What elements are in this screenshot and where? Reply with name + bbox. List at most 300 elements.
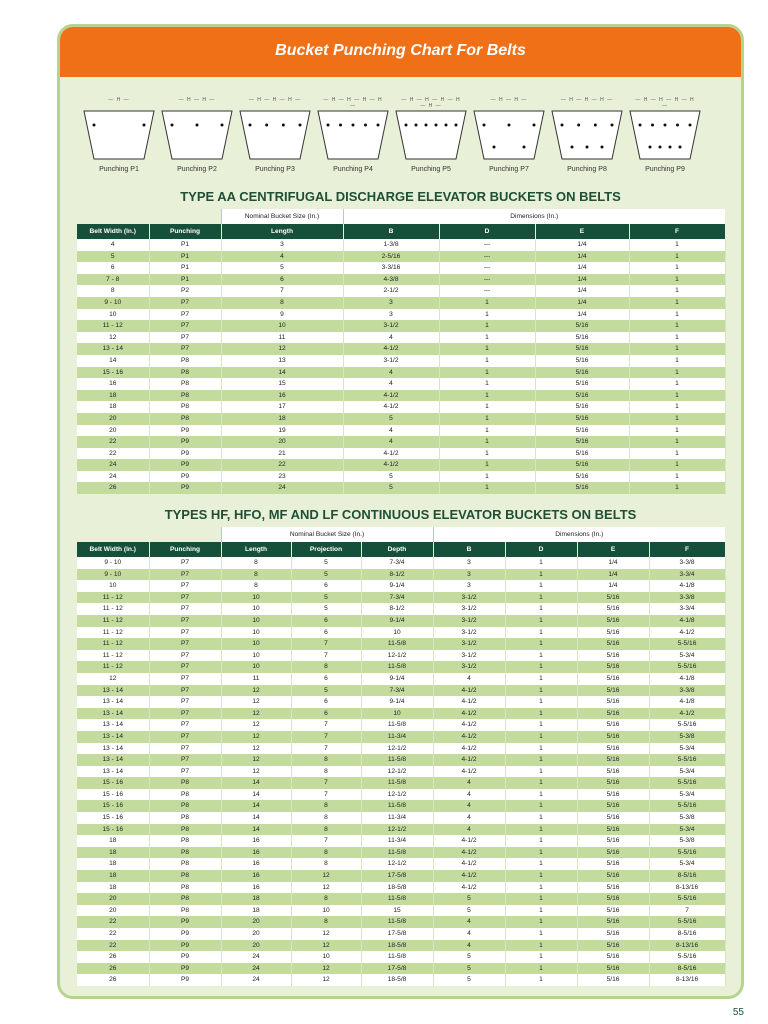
table-cell: 1 [629, 297, 725, 309]
table-cell: 5-5/16 [649, 777, 725, 789]
table-cell: 7-3/4 [361, 685, 433, 697]
table-cell: 5-5/16 [649, 916, 725, 928]
table-row [77, 754, 725, 766]
table-cell: 16 [221, 847, 291, 859]
table-cell: P8 [149, 390, 221, 402]
punching-diagram [314, 87, 392, 202]
table-cell: 10 [361, 708, 433, 720]
table-cell: 16 [221, 882, 291, 894]
table-cell: 5/16 [577, 951, 649, 963]
table-cell: 1 [629, 378, 725, 390]
table-cell: 10 [221, 650, 291, 662]
bolt-hole [93, 124, 96, 127]
table-cell: 11-5/8 [361, 719, 433, 731]
table-cell: 14 [221, 824, 291, 836]
dimension-marks: — H — H — H — H — [635, 97, 695, 109]
punching-label: Punching P5 [411, 166, 451, 173]
table-cell: 5/16 [535, 332, 629, 344]
table-cell: 4-1/2 [433, 731, 505, 743]
table-cell: 9 - 10 [77, 557, 149, 569]
table-cell: 18-5/8 [361, 974, 433, 986]
table-cell: P7 [149, 332, 221, 344]
table-cell: 4 [433, 928, 505, 940]
table-cell: 17-5/8 [361, 870, 433, 882]
table-cell: 11-5/8 [361, 916, 433, 928]
table-cell: 5 [433, 974, 505, 986]
table-row [77, 974, 725, 986]
table-cell: P9 [149, 459, 221, 471]
table-cell: 1 [629, 459, 725, 471]
table-row [77, 459, 725, 471]
table-cell: 3 [433, 557, 505, 569]
table-cell: 8 [77, 285, 149, 297]
column-header: F [629, 224, 725, 239]
table-cell: 12 [291, 974, 361, 986]
header-bar [60, 27, 741, 77]
table-cell: P8 [149, 824, 221, 836]
table-cell: 11-3/4 [361, 731, 433, 743]
table-row [77, 569, 725, 581]
punching-label: Punching P3 [255, 166, 295, 173]
table-cell: 20 [77, 413, 149, 425]
table-row [77, 893, 725, 905]
table-cell: 4 [433, 916, 505, 928]
table-cell: 5/16 [577, 696, 649, 708]
table-cell: 4-1/2 [343, 390, 439, 402]
table-cell: 22 [77, 448, 149, 460]
table-cell: 1 [439, 459, 535, 471]
table-cell: 11-3/4 [361, 835, 433, 847]
table-cell: 5/16 [577, 708, 649, 720]
dimension-marks: — H — H — [178, 97, 216, 103]
bolt-hole [405, 124, 408, 127]
table-cell: P7 [149, 297, 221, 309]
table-cell: P8 [149, 905, 221, 917]
table-row [77, 824, 725, 836]
column-header: Length [221, 224, 343, 239]
table-cell: 18 [77, 870, 149, 882]
table-cell: 18 [221, 905, 291, 917]
table-row [77, 650, 725, 662]
table-cell: 11-3/4 [361, 812, 433, 824]
table-cell: 1 [629, 413, 725, 425]
table-cell: P9 [149, 425, 221, 437]
table-cell: 8 [291, 824, 361, 836]
table-cell: --- [439, 251, 535, 263]
table-cell: 11 - 12 [77, 603, 149, 615]
table-row [77, 708, 725, 720]
table-cell: 9 [221, 309, 343, 321]
table-cell: 10 [361, 627, 433, 639]
table-cell: P9 [149, 951, 221, 963]
table-cell: 11 - 12 [77, 592, 149, 604]
table-cell: 4 [433, 777, 505, 789]
bolt-hole [649, 146, 652, 149]
table-cell: 1/4 [577, 569, 649, 581]
table-cell: 10 [221, 592, 291, 604]
table-cell: 1 [629, 401, 725, 413]
table-cell: 21 [221, 448, 343, 460]
table-cell: 8-5/16 [649, 870, 725, 882]
table-row [77, 731, 725, 743]
table-cell: 4-1/8 [649, 580, 725, 592]
table-cell: 8 [221, 297, 343, 309]
bucket-shape-icon [626, 109, 704, 164]
table-cell: 20 [221, 928, 291, 940]
table-cell: 1 [505, 661, 577, 673]
table-cell: 4 [433, 800, 505, 812]
table-cell: 4-1/2 [433, 719, 505, 731]
table-cell: P7 [149, 650, 221, 662]
table-row [77, 812, 725, 824]
table-row [77, 800, 725, 812]
table-cell: 9 - 10 [77, 297, 149, 309]
table-cell: 12 [291, 928, 361, 940]
table-cell: 5-3/4 [649, 789, 725, 801]
table-cell: P8 [149, 870, 221, 882]
chart-panel [57, 24, 744, 999]
table-cell: 5-5/16 [649, 800, 725, 812]
table-cell: 5 [291, 603, 361, 615]
table-cell: 3-1/2 [433, 603, 505, 615]
table-cell: 5 [221, 262, 343, 274]
table-row [77, 777, 725, 789]
table-cell: 11-5/8 [361, 638, 433, 650]
table-cell: 12 [221, 719, 291, 731]
table-cell: 3-3/4 [649, 603, 725, 615]
table-cell: P9 [149, 916, 221, 928]
table2-title: TYPES HF, HFO, MF AND LF CONTINUOUS ELEVATOR BUCKETS ON BELTS [164, 507, 637, 522]
dimension-marks: — H — H — H — H — H — [401, 97, 461, 109]
table-cell: 5/16 [577, 812, 649, 824]
table-cell: 11-5/8 [361, 800, 433, 812]
table-cell: 12-1/2 [361, 650, 433, 662]
table-cell: 5-3/4 [649, 858, 725, 870]
column-header: D [505, 542, 577, 557]
table-cell: 7 [291, 638, 361, 650]
bolt-hole [196, 124, 199, 127]
table-cell: 1 [439, 413, 535, 425]
table-cell: 5-5/16 [649, 661, 725, 673]
table-cell: 3 [343, 297, 439, 309]
bolt-hole [483, 124, 486, 127]
table-cell: P7 [149, 603, 221, 615]
table-cell: 15 - 16 [77, 824, 149, 836]
table-cell: 1 [505, 963, 577, 975]
table-cell: P7 [149, 309, 221, 321]
table-cell: 3-1/2 [433, 638, 505, 650]
punching-label: Punching P2 [177, 166, 217, 173]
table-cell: 5 [291, 557, 361, 569]
table-cell: 7 [291, 650, 361, 662]
table-cell: P7 [149, 615, 221, 627]
dimension-marks: — H — H — [490, 97, 528, 103]
table-cell: 7 [291, 743, 361, 755]
table-cell: P1 [149, 274, 221, 286]
table-cell: 8 [221, 569, 291, 581]
table-row [77, 858, 725, 870]
table-cell: 5-3/4 [649, 766, 725, 778]
table-cell: 20 [221, 436, 343, 448]
table-cell: P7 [149, 557, 221, 569]
dimension-marks: — H — [108, 97, 130, 103]
table-cell: 1 [439, 401, 535, 413]
bolt-hole [221, 124, 224, 127]
table-cell: 1 [629, 251, 725, 263]
bolt-hole [611, 124, 614, 127]
table-cell: P7 [149, 627, 221, 639]
table-cell: P1 [149, 251, 221, 263]
column-header: Length [221, 542, 291, 557]
table-cell: 7 [291, 835, 361, 847]
table-cell: P8 [149, 858, 221, 870]
table-cell: 5/16 [577, 824, 649, 836]
table-row [77, 355, 725, 367]
table-cell: 13 - 14 [77, 343, 149, 355]
bucket-shape-icon [80, 109, 158, 164]
table-cell: 26 [77, 963, 149, 975]
table-cell: 18 [77, 835, 149, 847]
table-row [77, 835, 725, 847]
dimensions-group-header: Dimensions (In.) [343, 209, 725, 224]
column-header: Belt Width (In.) [77, 224, 149, 239]
table-cell: 1 [629, 482, 725, 494]
table-row [77, 685, 725, 697]
table-cell: 12 [77, 332, 149, 344]
table-cell: 15 - 16 [77, 777, 149, 789]
table-cell: 6 [291, 673, 361, 685]
table-cell: 4-1/8 [649, 673, 725, 685]
table-cell: 5 [343, 413, 439, 425]
table-cell: 2-1/2 [343, 285, 439, 297]
table-cell: 5/16 [577, 685, 649, 697]
table-cell: 5 [291, 592, 361, 604]
table-cell: 12 [221, 708, 291, 720]
punching-diagram [470, 87, 548, 202]
table-cell: 1 [629, 343, 725, 355]
table-cell: 11 - 12 [77, 615, 149, 627]
table-cell: 12 [221, 743, 291, 755]
table-cell: 7 [649, 905, 725, 917]
table-cell: 5 [77, 251, 149, 263]
table-cell: 10 [77, 580, 149, 592]
table-cell: 5/16 [577, 731, 649, 743]
bolt-hole [659, 146, 662, 149]
table-cell: 5/16 [535, 367, 629, 379]
punching-diagrams [80, 87, 730, 202]
table-row [77, 847, 725, 859]
table-cell: P7 [149, 743, 221, 755]
table-cell: 6 [221, 274, 343, 286]
bolt-hole [415, 124, 418, 127]
table-cell: P7 [149, 719, 221, 731]
table-cell: 5/16 [577, 766, 649, 778]
table-cell: 1 [629, 262, 725, 274]
table-cell: 1 [505, 940, 577, 952]
table-cell: 3-3/16 [343, 262, 439, 274]
table-cell: 1 [439, 390, 535, 402]
table-cell: 1 [439, 297, 535, 309]
table-cell: 1 [629, 285, 725, 297]
table-cell: 12-1/2 [361, 824, 433, 836]
table-cell: 8 [291, 893, 361, 905]
table-cell: 1/4 [535, 251, 629, 263]
table-cell: 5/16 [577, 940, 649, 952]
table-cell: 20 [77, 893, 149, 905]
table-cell: 5/16 [577, 800, 649, 812]
table-cell: 6 [77, 262, 149, 274]
column-header: B [433, 542, 505, 557]
table-cell: 8-13/16 [649, 882, 725, 894]
table-cell: 1 [505, 743, 577, 755]
table-cell: 18 [77, 882, 149, 894]
bolt-hole [679, 146, 682, 149]
table-cell: 1 [505, 789, 577, 801]
table-cell: 8-1/2 [361, 569, 433, 581]
table-cell: 12 [291, 940, 361, 952]
table-cell: 12-1/2 [361, 766, 433, 778]
bolt-hole [171, 124, 174, 127]
table-cell: 8-13/16 [649, 940, 725, 952]
bucket-shape-icon [392, 109, 470, 164]
table-cell: 1 [629, 390, 725, 402]
table-cell: 16 [77, 378, 149, 390]
table-cell: 14 [221, 367, 343, 379]
table-cell: 14 [221, 800, 291, 812]
table-cell: 5-3/8 [649, 812, 725, 824]
table-cell: 5 [433, 951, 505, 963]
table-cell: 5-5/16 [649, 754, 725, 766]
table-cell: P8 [149, 893, 221, 905]
table-cell: 18 [221, 893, 291, 905]
dimension-marks: — H — H — H — H — [323, 97, 383, 109]
table-cell: 5-3/4 [649, 743, 725, 755]
table-cell: 1 [505, 708, 577, 720]
table-cell: 5/16 [577, 627, 649, 639]
bolt-hole [669, 146, 672, 149]
bolt-hole [327, 124, 330, 127]
table-cell: 1/4 [577, 580, 649, 592]
table-row [77, 471, 725, 483]
table-cell: 4-1/2 [433, 708, 505, 720]
table-cell: 9-1/4 [361, 696, 433, 708]
table-cell: P9 [149, 940, 221, 952]
table-cell: 19 [221, 425, 343, 437]
table-cell: 5 [291, 685, 361, 697]
table-cell: P9 [149, 928, 221, 940]
table-cell: 1 [505, 754, 577, 766]
table-cell: 5-5/16 [649, 951, 725, 963]
table-cell: 11-5/8 [361, 777, 433, 789]
table-cell: 18 [221, 413, 343, 425]
table-cell: 1 [439, 367, 535, 379]
table-cell: 22 [77, 940, 149, 952]
table-cell: 18 [77, 401, 149, 413]
table-row [77, 367, 725, 379]
punching-diagram [626, 87, 704, 202]
table-cell: 18 [77, 858, 149, 870]
table-cell: 4-1/8 [649, 615, 725, 627]
bolt-hole [435, 124, 438, 127]
table-cell: P8 [149, 401, 221, 413]
page-number: 55 [732, 1007, 744, 1018]
table-cell: 20 [221, 940, 291, 952]
nominal-size-group-header: Nominal Bucket Size (In.) [221, 527, 433, 542]
table-cell: 1 [505, 916, 577, 928]
punching-diagram [158, 87, 236, 202]
table-cell: 5-5/16 [649, 847, 725, 859]
table-cell: 22 [77, 928, 149, 940]
table-row [77, 638, 725, 650]
table-cell: 1 [505, 569, 577, 581]
table-cell: 15 - 16 [77, 800, 149, 812]
table-cell: 16 [221, 390, 343, 402]
table-cell: 5-5/16 [649, 893, 725, 905]
table-cell: 4-1/2 [649, 708, 725, 720]
table-cell: 4-1/2 [433, 685, 505, 697]
table-cell: 1 [505, 882, 577, 894]
table-cell: 5 [433, 963, 505, 975]
table-cell: 12 [291, 870, 361, 882]
table-cell: 20 [77, 905, 149, 917]
table-row [77, 940, 725, 952]
punching-label: Punching P9 [645, 166, 685, 173]
table-cell: P7 [149, 754, 221, 766]
table-cell: P7 [149, 673, 221, 685]
table-cell: 11-5/8 [361, 754, 433, 766]
table-row [77, 673, 725, 685]
table-cell: P9 [149, 963, 221, 975]
table-cell: 5/16 [577, 673, 649, 685]
table-cell: 16 [221, 835, 291, 847]
bucket-shape-icon [236, 109, 314, 164]
table-cell: 5/16 [577, 847, 649, 859]
table-cell: 1 [505, 719, 577, 731]
table-cell: 1 [505, 893, 577, 905]
table-cell: 3-3/4 [649, 569, 725, 581]
table-cell: P8 [149, 882, 221, 894]
table-cell: 1/4 [535, 262, 629, 274]
table-cell: 1/4 [535, 285, 629, 297]
table-cell: 17 [221, 401, 343, 413]
table-cell: 1 [629, 471, 725, 483]
table-cell: 8 [221, 580, 291, 592]
table-cell: 22 [77, 436, 149, 448]
table-row [77, 390, 725, 402]
table-row [77, 580, 725, 592]
table-cell: 11 - 12 [77, 627, 149, 639]
bolt-hole [493, 146, 496, 149]
table-cell: 1 [629, 309, 725, 321]
table-cell: 5-3/4 [649, 650, 725, 662]
nominal-size-group-header: Nominal Bucket Size (In.) [221, 209, 343, 224]
table-row [77, 343, 725, 355]
table-cell: 1 [629, 436, 725, 448]
table-cell: 5 [433, 905, 505, 917]
table-cell: 4-1/2 [433, 882, 505, 894]
table-cell: 1 [505, 858, 577, 870]
punching-diagram [236, 87, 314, 202]
table-cell: 5/16 [577, 870, 649, 882]
table-cell: 1 [629, 425, 725, 437]
bolt-hole [639, 124, 642, 127]
table-cell: P8 [149, 413, 221, 425]
table-cell: 13 - 14 [77, 731, 149, 743]
table-cell: 10 [221, 615, 291, 627]
table-row [77, 951, 725, 963]
bolt-hole [299, 124, 302, 127]
table-cell: 5/16 [577, 638, 649, 650]
